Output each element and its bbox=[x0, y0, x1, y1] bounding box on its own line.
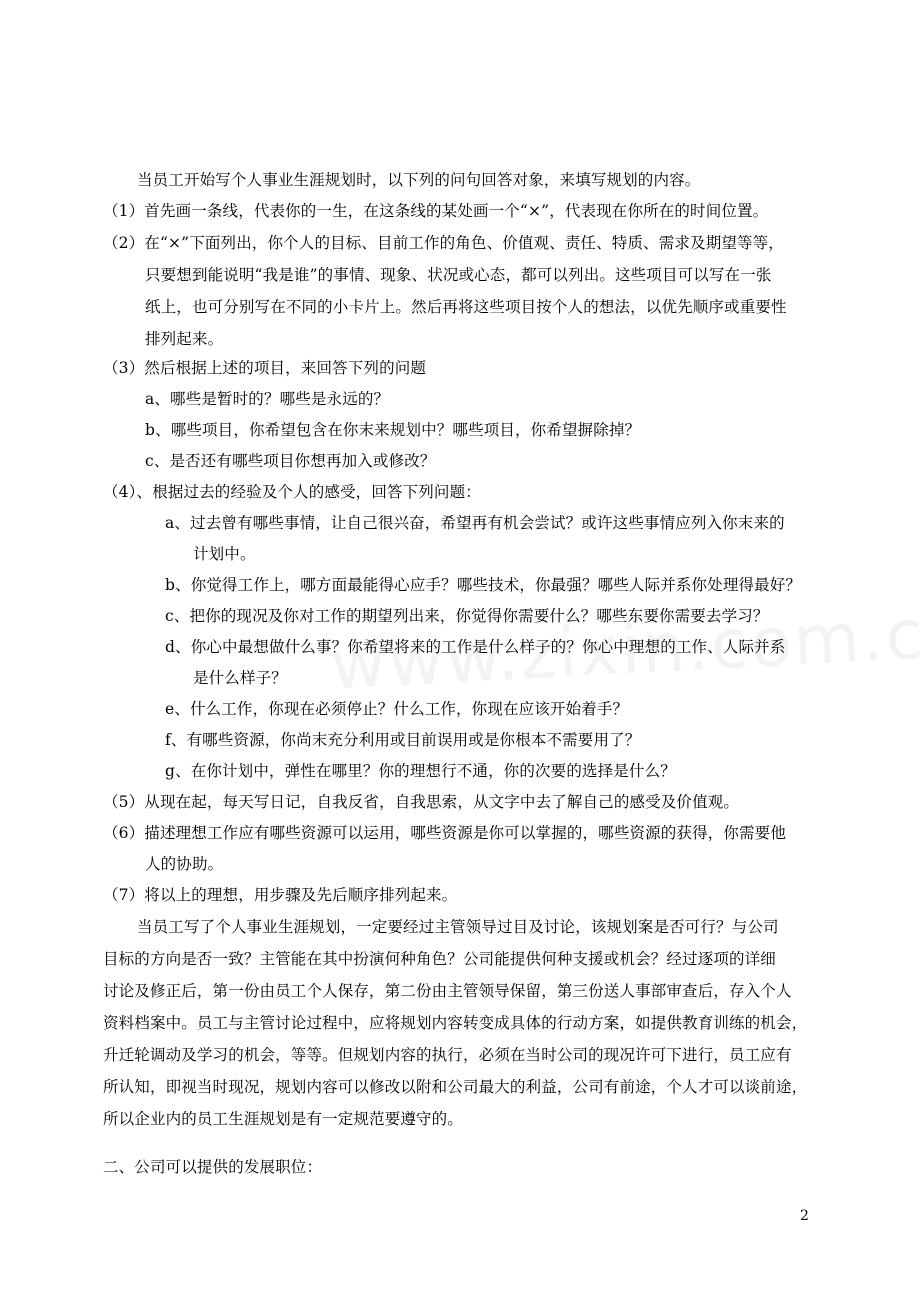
item-4-c: c、把你的现况及你对工作的期望列出来，你觉得你需要什么？哪些东要你需要去学习？ bbox=[165, 607, 769, 625]
item-2-cont: 纸上，也可分别写在不同的小卡片上。然后再将这些项目按个人的想法，以优先顺序或重要性 bbox=[145, 298, 787, 316]
paragraph-line: 讨论及修正后，第一份由员工个人保存，第二份由主管领导保留，第三份送人事部审查后，存入个人 bbox=[103, 982, 792, 1000]
paragraph-line: 所认知，即视当时现况，规划内容可以修改以附和公司最大的利益，公司有前途，个人才可以谈前途， bbox=[103, 1078, 808, 1096]
item-2-cont: 排列起来。 bbox=[145, 330, 224, 348]
item-3: （3）然后根据上述的项目，来回答下列的问题 bbox=[103, 359, 427, 377]
item-4-g: g、在你计划中，弹性在哪里？你的理想行不通，你的次要的选择是什么？ bbox=[165, 762, 676, 780]
page-number: 2 bbox=[800, 1208, 809, 1224]
item-2: （2）在“×”下面列出，你个人的目标、目前工作的角色、价值观、责任、特质、需求及期望等等， bbox=[103, 234, 784, 252]
paragraph-line: 升迁轮调动及学习的机会，等等。但规划内容的执行，必须在当时公司的现况许可下进行，员工应有 bbox=[103, 1046, 792, 1064]
item-4-f: f、有哪些资源，你尚末充分利用或目前误用或是你根本不需要用了？ bbox=[165, 731, 641, 749]
item-4-d: d、你心中最想做什么事？你希望将来的工作是什么样子的？你心中理想的工作、人际并系 bbox=[165, 638, 786, 656]
item-5: （5）从现在起，每天写日记，自我反省，自我思索，从文字中去了解自己的感受及价值观。 bbox=[103, 793, 740, 811]
item-4: （4）、根据过去的经验及个人的感受，回答下列问题： bbox=[103, 483, 481, 501]
item-3-a: a、哪些是暂时的？哪些是永远的？ bbox=[145, 390, 390, 408]
item-7: （7）将以上的理想，用步骤及先后顺序排列起来。 bbox=[103, 886, 458, 904]
intro-line: 当员工开始写个人事业生涯规划时，以下列的问句回答对象，来填写规划的内容。 bbox=[137, 171, 701, 189]
item-6-cont: 人的协助。 bbox=[145, 855, 224, 873]
item-2-cont: 只要想到能说明“我是谁”的事情、现象、状况或心态，都可以列出。这些项目可以写在一张 bbox=[145, 266, 772, 284]
paragraph-line: 当员工写了个人事业生涯规划，一定要经过主管领导过目及讨论，该规划案是否可行？与公司 bbox=[137, 918, 779, 936]
item-3-c: c、是否还有哪些项目你想再加入或修改？ bbox=[145, 452, 436, 470]
item-4-e: e、什么工作，你现在必须停止？什么工作，你现在应该开始着手？ bbox=[165, 700, 629, 718]
item-4-a-cont: 计划中。 bbox=[193, 545, 256, 563]
item-1: （1）首先画一条线，代表你的一生，在这条线的某处画一个“×”，代表现在你所在的时间位置。 bbox=[103, 202, 769, 220]
paragraph-line: 目标的方向是否一致？主管能在其中扮演何种角色？公司能提供何种支援或机会？经过逐项的详细 bbox=[103, 950, 776, 968]
item-4-d-cont: 是什么样子？ bbox=[193, 669, 287, 687]
item-4-b: b、你觉得工作上，哪方面最能得心应手？哪些技术，你最强？哪些人际并系你处理得最好？ bbox=[165, 576, 802, 594]
item-4-a: a、过去曾有哪些事情，让自己很兴奋，希望再有机会尝试？或许这些事情应列入你末来的 bbox=[165, 514, 785, 532]
item-3-b: b、哪些项目，你希望包含在你末来规划中？哪些项目，你希望摒除掉？ bbox=[145, 421, 641, 439]
section-heading: 二、公司可以提供的发展职位： bbox=[103, 1158, 323, 1176]
item-6: （6）描述理想工作应有哪些资源可以运用，哪些资源是你可以掌握的，哪些资源的获得，你需要他 bbox=[103, 824, 786, 842]
paragraph-line: 资料档案中。员工与主管讨论过程中，应将规划内容转变成具体的行动方案，如提供教育训练的机会， bbox=[103, 1014, 808, 1032]
paragraph-line: 所以企业内的员工生涯规划是有一定规范要遵守的。 bbox=[103, 1110, 463, 1128]
